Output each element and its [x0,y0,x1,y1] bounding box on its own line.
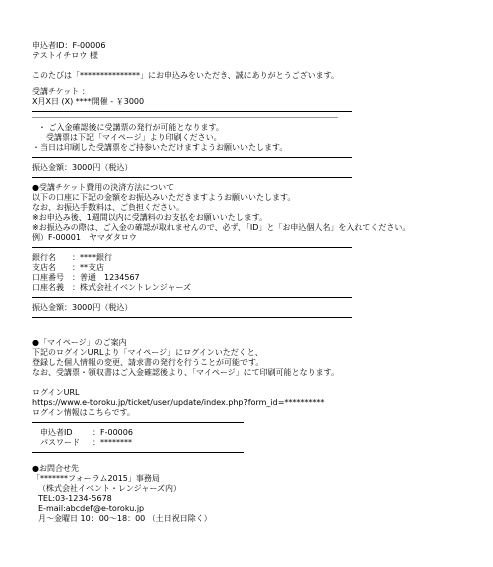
mypage-text: 登録した個人情報の変更、請求書の発行を行うことが可能です。 [32,358,264,367]
bank-row [32,273,462,283]
credential-key: 申込者ID [40,428,73,437]
divider [32,422,244,423]
payment-amount: 振込金額：3000円（税込） [32,303,133,312]
credential-row [40,428,462,438]
bank-value: ：株式会社イベントレンジャーズ [72,283,192,292]
contact-text: 「*******フォーラム2015」事務局 [32,474,160,483]
email-document [32,41,462,524]
credentials-block [32,428,462,448]
divider [32,177,352,178]
section-heading-mypage: ●「マイページ」のご案内 [32,338,127,347]
payment-amount: 振込金額：3000円（税込） [32,163,133,172]
contact-email[interactable]: E-mail:abcdef@e-toroku.jp [38,504,145,513]
divider [32,111,352,112]
contact-hours: 月～金曜日 10：00～18：00 （土日祝日除く） [38,514,212,523]
greeting-text: このたびは「***************」にお申込みをいただき、誠にありがとうございます。 [32,71,340,80]
section-heading-contact: ●お問合せ先 [32,464,79,473]
bank-row [32,253,462,263]
bank-row [32,263,462,273]
bank-value: ：**支店 [72,263,104,272]
payment-text: ※お申込み後、1週間以内に受講料のお支払をお願いいたします。 [32,213,268,222]
contact-phone: TEL:03-1234-5678 [38,494,112,503]
divider [32,117,338,118]
section-heading-payment: ●受講チケット費用の決済方法について [32,183,175,192]
bank-key: 支店名 [32,263,56,272]
login-url-link[interactable]: https://www.e-toroku.jp/ticket/user/update/index.php?form_id=********** [32,398,325,407]
credential-row [40,438,462,448]
credential-value: ：F-00006 [92,428,133,437]
note-item: ・ ご入金確認後に受講票の発行が可能となります。 [38,123,224,132]
bank-value: ：****銀行 [72,253,112,262]
note-item: ・当日は印刷した受講票をご持参いただけますようお願いいたします。 [32,143,288,152]
bank-key: 口座番号 [32,273,64,282]
note-item: 受講票は下記「マイページ」より印刷ください。 [46,133,222,142]
contact-text: （株式会社イベント・レンジャーズ内） [38,484,182,493]
login-url-label: ログインURL [32,388,80,397]
bank-row [32,283,462,293]
divider [32,247,352,248]
mypage-text: 下記のログインURLより「マイページ」にログインいただくと、 [32,348,263,357]
ticket-detail: X月X日 (X) ****開催 - ￥3000 [32,97,145,106]
applicant-id: 申込者ID：F-00006 [32,41,106,50]
payment-example: 例）F-00001 ヤマダタロウ [32,233,137,242]
mypage-text: なお、受講票・領収書はご入金確認後より、「マイページ」にて印刷可能となります。 [32,368,340,377]
payment-text: ※お振込みの際は、ご入金の確認が取れませんので、必ず、「ID」と「お申込個人名」を入れてください。 [32,223,411,232]
bank-value: ：普通 1234567 [72,273,140,282]
credential-key: パスワード [40,438,80,447]
payment-text: なお、お振込手数料は、ご負担ください。 [32,203,184,212]
bank-key: 口座名義 [32,283,64,292]
divider [32,157,352,158]
divider [32,297,352,298]
bank-key: 銀行名 [32,253,56,262]
applicant-name: テストイチロウ 様 [32,51,98,60]
divider [32,452,244,453]
login-info-label: ログイン情報はこちらです。 [32,408,135,417]
payment-text: 以下の口座に下記の金額をお振込みいただきますようお願いいたします。 [32,193,296,202]
divider [32,317,352,318]
ticket-label: 受講チケット ： [32,87,90,96]
credential-value: ：******** [92,438,132,447]
